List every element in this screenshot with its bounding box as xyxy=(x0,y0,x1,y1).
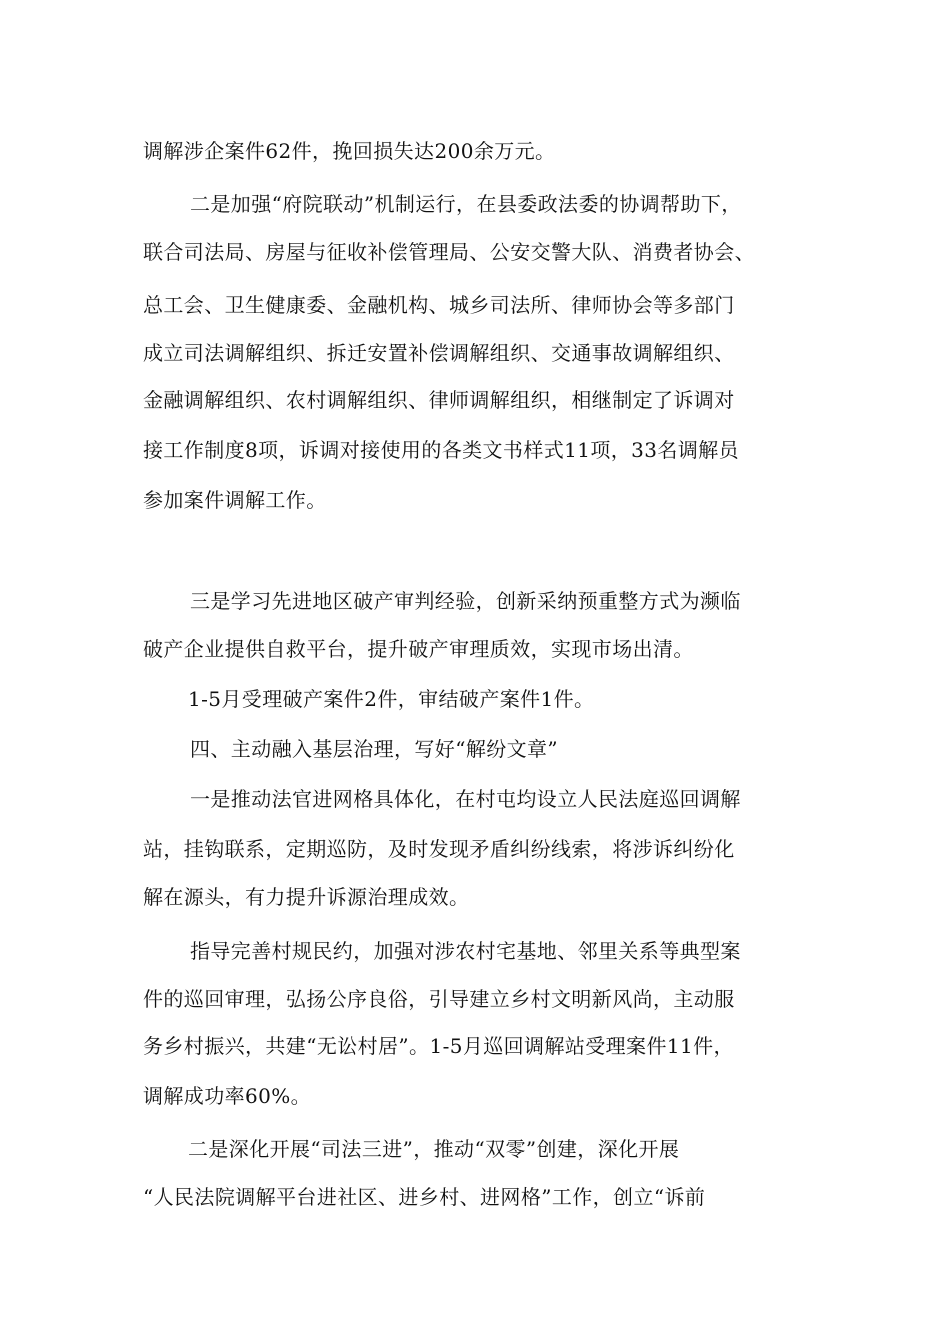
text-line: 1-5月受理破产案件2件，审结破产案件1件。 xyxy=(188,687,595,711)
text-line: 解在源头，有力提升诉源治理成效。 xyxy=(143,885,470,909)
text-line: “人民法院调解平台进社区、进乡村、进网格”工作，创立“诉前 xyxy=(143,1185,706,1209)
text-line: 二是加强“府院联动”机制运行，在县委政法委的协调帮助下， xyxy=(190,192,742,216)
text-line: 接工作制度8项，诉调对接使用的各类文书样式11项，33名调解员 xyxy=(143,438,740,462)
text-line: 参加案件调解工作。 xyxy=(143,488,327,512)
text-line: 站，挂钩联系，定期巡防，及时发现矛盾纠纷线索，将涉诉纠纷化 xyxy=(143,837,735,861)
text-line: 金融调解组织、农村调解组织、律师调解组织，相继制定了诉调对 xyxy=(143,388,735,412)
text-line: 三是学习先进地区破产审判经验，创新采纳预重整方式为濒临 xyxy=(190,589,741,613)
text-line: 破产企业提供自救平台，提升破产审理质效，实现市场出清。 xyxy=(143,637,694,661)
text-line: 一是推动法官进网格具体化，在村屯均设立人民法庭巡回调解 xyxy=(190,787,741,811)
text-line: 联合司法局、房屋与征收补偿管理局、公安交警大队、消费者协会、 xyxy=(143,240,755,264)
text-line: 件的巡回审理，弘扬公序良俗，引导建立乡村文明新风尚，主动服 xyxy=(143,987,735,1011)
text-line: 调解成功率60%。 xyxy=(143,1084,312,1108)
text-line: 指导完善村规民约，加强对涉农村宅基地、邻里关系等典型案 xyxy=(190,939,741,963)
text-line: 二是深化开展“司法三进”，推动“双零”创建，深化开展 xyxy=(188,1137,680,1161)
section-heading: 四、主动融入基层治理，写好“解纷文章” xyxy=(190,737,559,761)
text-line: 总工会、卫生健康委、金融机构、城乡司法所、律师协会等多部门 xyxy=(143,293,735,317)
text-line: 成立司法调解组织、拆迁安置补偿调解组织、交通事故调解组织、 xyxy=(143,341,735,365)
text-line: 调解涉企案件62件，挽回损失达200余万元。 xyxy=(143,139,556,163)
text-line: 务乡村振兴，共建“无讼村居”。1-5月巡回调解站受理案件11件， xyxy=(143,1034,734,1058)
